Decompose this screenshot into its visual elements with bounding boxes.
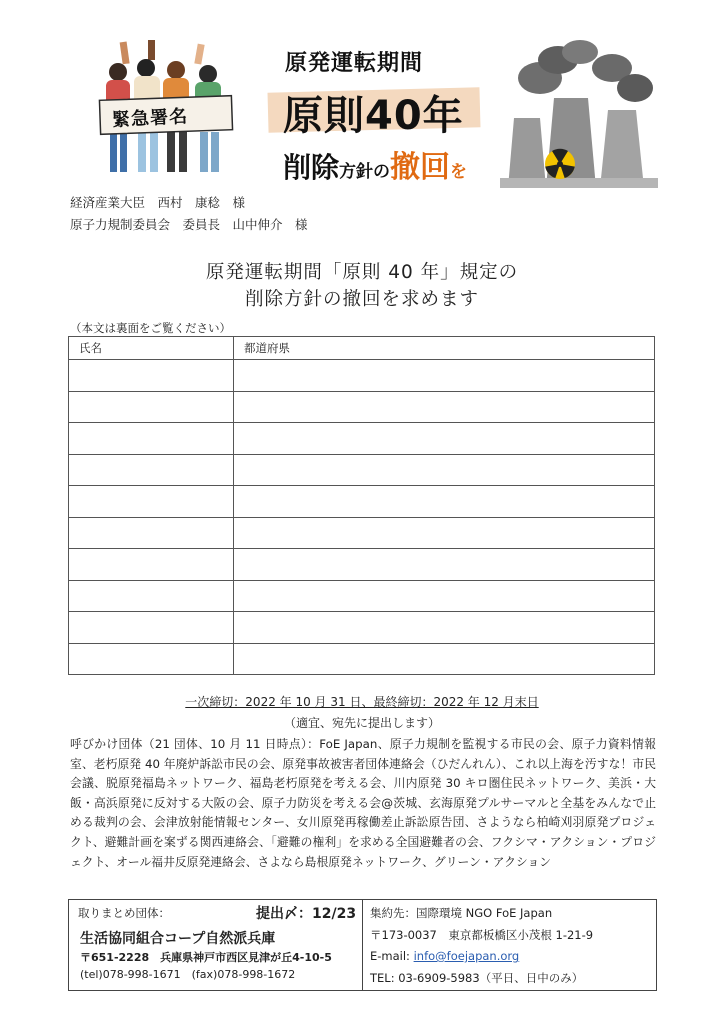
footer-left-org: 生活協同組合コープ自然派兵庫 — [80, 931, 276, 947]
name-cell[interactable] — [69, 549, 234, 581]
name-cell[interactable] — [69, 454, 234, 486]
deadline-text: 一次締切：2022 年 10 月 31 日、最終締切：2022 年 12 月末日 — [185, 695, 539, 709]
footer-left-label: 取りまとめ団体： — [78, 906, 170, 920]
table-row — [69, 612, 655, 644]
table-row — [69, 454, 655, 486]
submission-note: （適宜、宛先に提出します） — [283, 716, 440, 730]
body-note: （本文は裏面をご覧ください） — [70, 321, 231, 335]
prefecture-cell[interactable] — [234, 423, 655, 455]
header-prefecture: 都道府県 — [234, 337, 655, 360]
prefecture-cell[interactable] — [234, 612, 655, 644]
footer-submit-deadline: 提出〆：12/23 — [256, 906, 357, 922]
table-row — [69, 580, 655, 612]
prefecture-cell[interactable] — [234, 486, 655, 518]
name-cell[interactable] — [69, 612, 234, 644]
name-cell[interactable] — [69, 486, 234, 518]
footer-right-label: 集約先：国際環境 NGO FoE Japan — [370, 906, 553, 920]
footer-divider — [362, 899, 363, 990]
calling-organizations: 呼びかけ団体（21 団体、10 月 11 日時点）：FoE Japan、原子力規制を監視する市民の会、原子力資料情報室、老朽原発 40 年廃炉訴訟市民の会、原発事故被害者団体連絡会（ひだんれん）、これ以上海を汚すな！市民会議、脱原発福島ネットワーク、福島老朽原発を考える会、川内原発 30 キロ圏住民ネットワーク、美浜・大飯・高浜原発に反対する大阪の会、原子力防災を考える会@茨城、玄海原発プルサーマルと全基をみんなで止める裁判の会、会津放射能情報センター、女川原発再稼働差止訴訟原告団、さようなら柏崎刈羽原発プロジェクト、避難計画を案ずる関西連絡会、「避難の権利」を求める全国避難者の会、フクシマ・アクション・プロジェクト、オール福井反原発連絡会、さよなら島根原発ネットワーク、グリーン・アクション — [70, 737, 656, 869]
prefecture-cell[interactable] — [234, 391, 655, 423]
addressee-minister: 経済産業大臣 西村 康稔 様 — [70, 195, 246, 210]
header-line-3-a: 削除 — [283, 151, 340, 184]
header-line-2: 原則40年 — [283, 93, 464, 139]
petition-title-line-2: 削除方針の撤回を求めます — [244, 289, 479, 310]
header-line-3-d: を — [450, 162, 468, 182]
header-line-1: 原発運転期間 — [285, 51, 424, 76]
name-cell[interactable] — [69, 643, 234, 675]
footer-right-address: 〒173-0037 東京都板橋区小茂根 1-21-9 — [370, 928, 594, 942]
footer-right-email: E-mail: info@foejapan.org — [370, 949, 520, 963]
name-cell[interactable] — [69, 580, 234, 612]
petition-title-line-1: 原発運転期間「原則 40 年」規定の — [205, 262, 519, 283]
email-link[interactable]: info@foejapan.org — [413, 949, 520, 963]
prefecture-cell[interactable] — [234, 517, 655, 549]
name-cell[interactable] — [69, 423, 234, 455]
addressee-regulator: 原子力規制委員会 委員長 山中伸介 様 — [70, 217, 308, 232]
footer-left-address: 〒651-2228 兵庫県神戸市西区見津が丘4-10-5 — [80, 951, 332, 964]
table-header-row — [69, 337, 655, 360]
table-row — [69, 360, 655, 392]
table-row — [69, 517, 655, 549]
footer-left-phone: (tel)078-998-1671 (fax)078-998-1672 — [80, 968, 296, 981]
prefecture-cell[interactable] — [234, 580, 655, 612]
footer-right-phone: TEL: 03-6909-5983（平日、日中のみ） — [370, 971, 584, 985]
prefecture-cell[interactable] — [234, 643, 655, 675]
name-cell[interactable] — [69, 517, 234, 549]
name-cell[interactable] — [69, 391, 234, 423]
banner-sign-text: 緊急署名 — [111, 106, 189, 131]
table-row — [69, 423, 655, 455]
prefecture-cell[interactable] — [234, 454, 655, 486]
table-row — [69, 643, 655, 675]
table-row — [69, 549, 655, 581]
prefecture-cell[interactable] — [234, 360, 655, 392]
table-row — [69, 486, 655, 518]
table-row — [69, 391, 655, 423]
header-line-3-c: 撤回 — [390, 150, 451, 185]
header-line-3-b: 方針の — [339, 162, 391, 182]
header-line-3 — [283, 142, 467, 186]
name-cell[interactable] — [69, 360, 234, 392]
header-name: 氏名 — [69, 337, 234, 360]
signature-table — [68, 336, 655, 675]
prefecture-cell[interactable] — [234, 549, 655, 581]
nuclear-plant-illustration — [500, 38, 658, 188]
